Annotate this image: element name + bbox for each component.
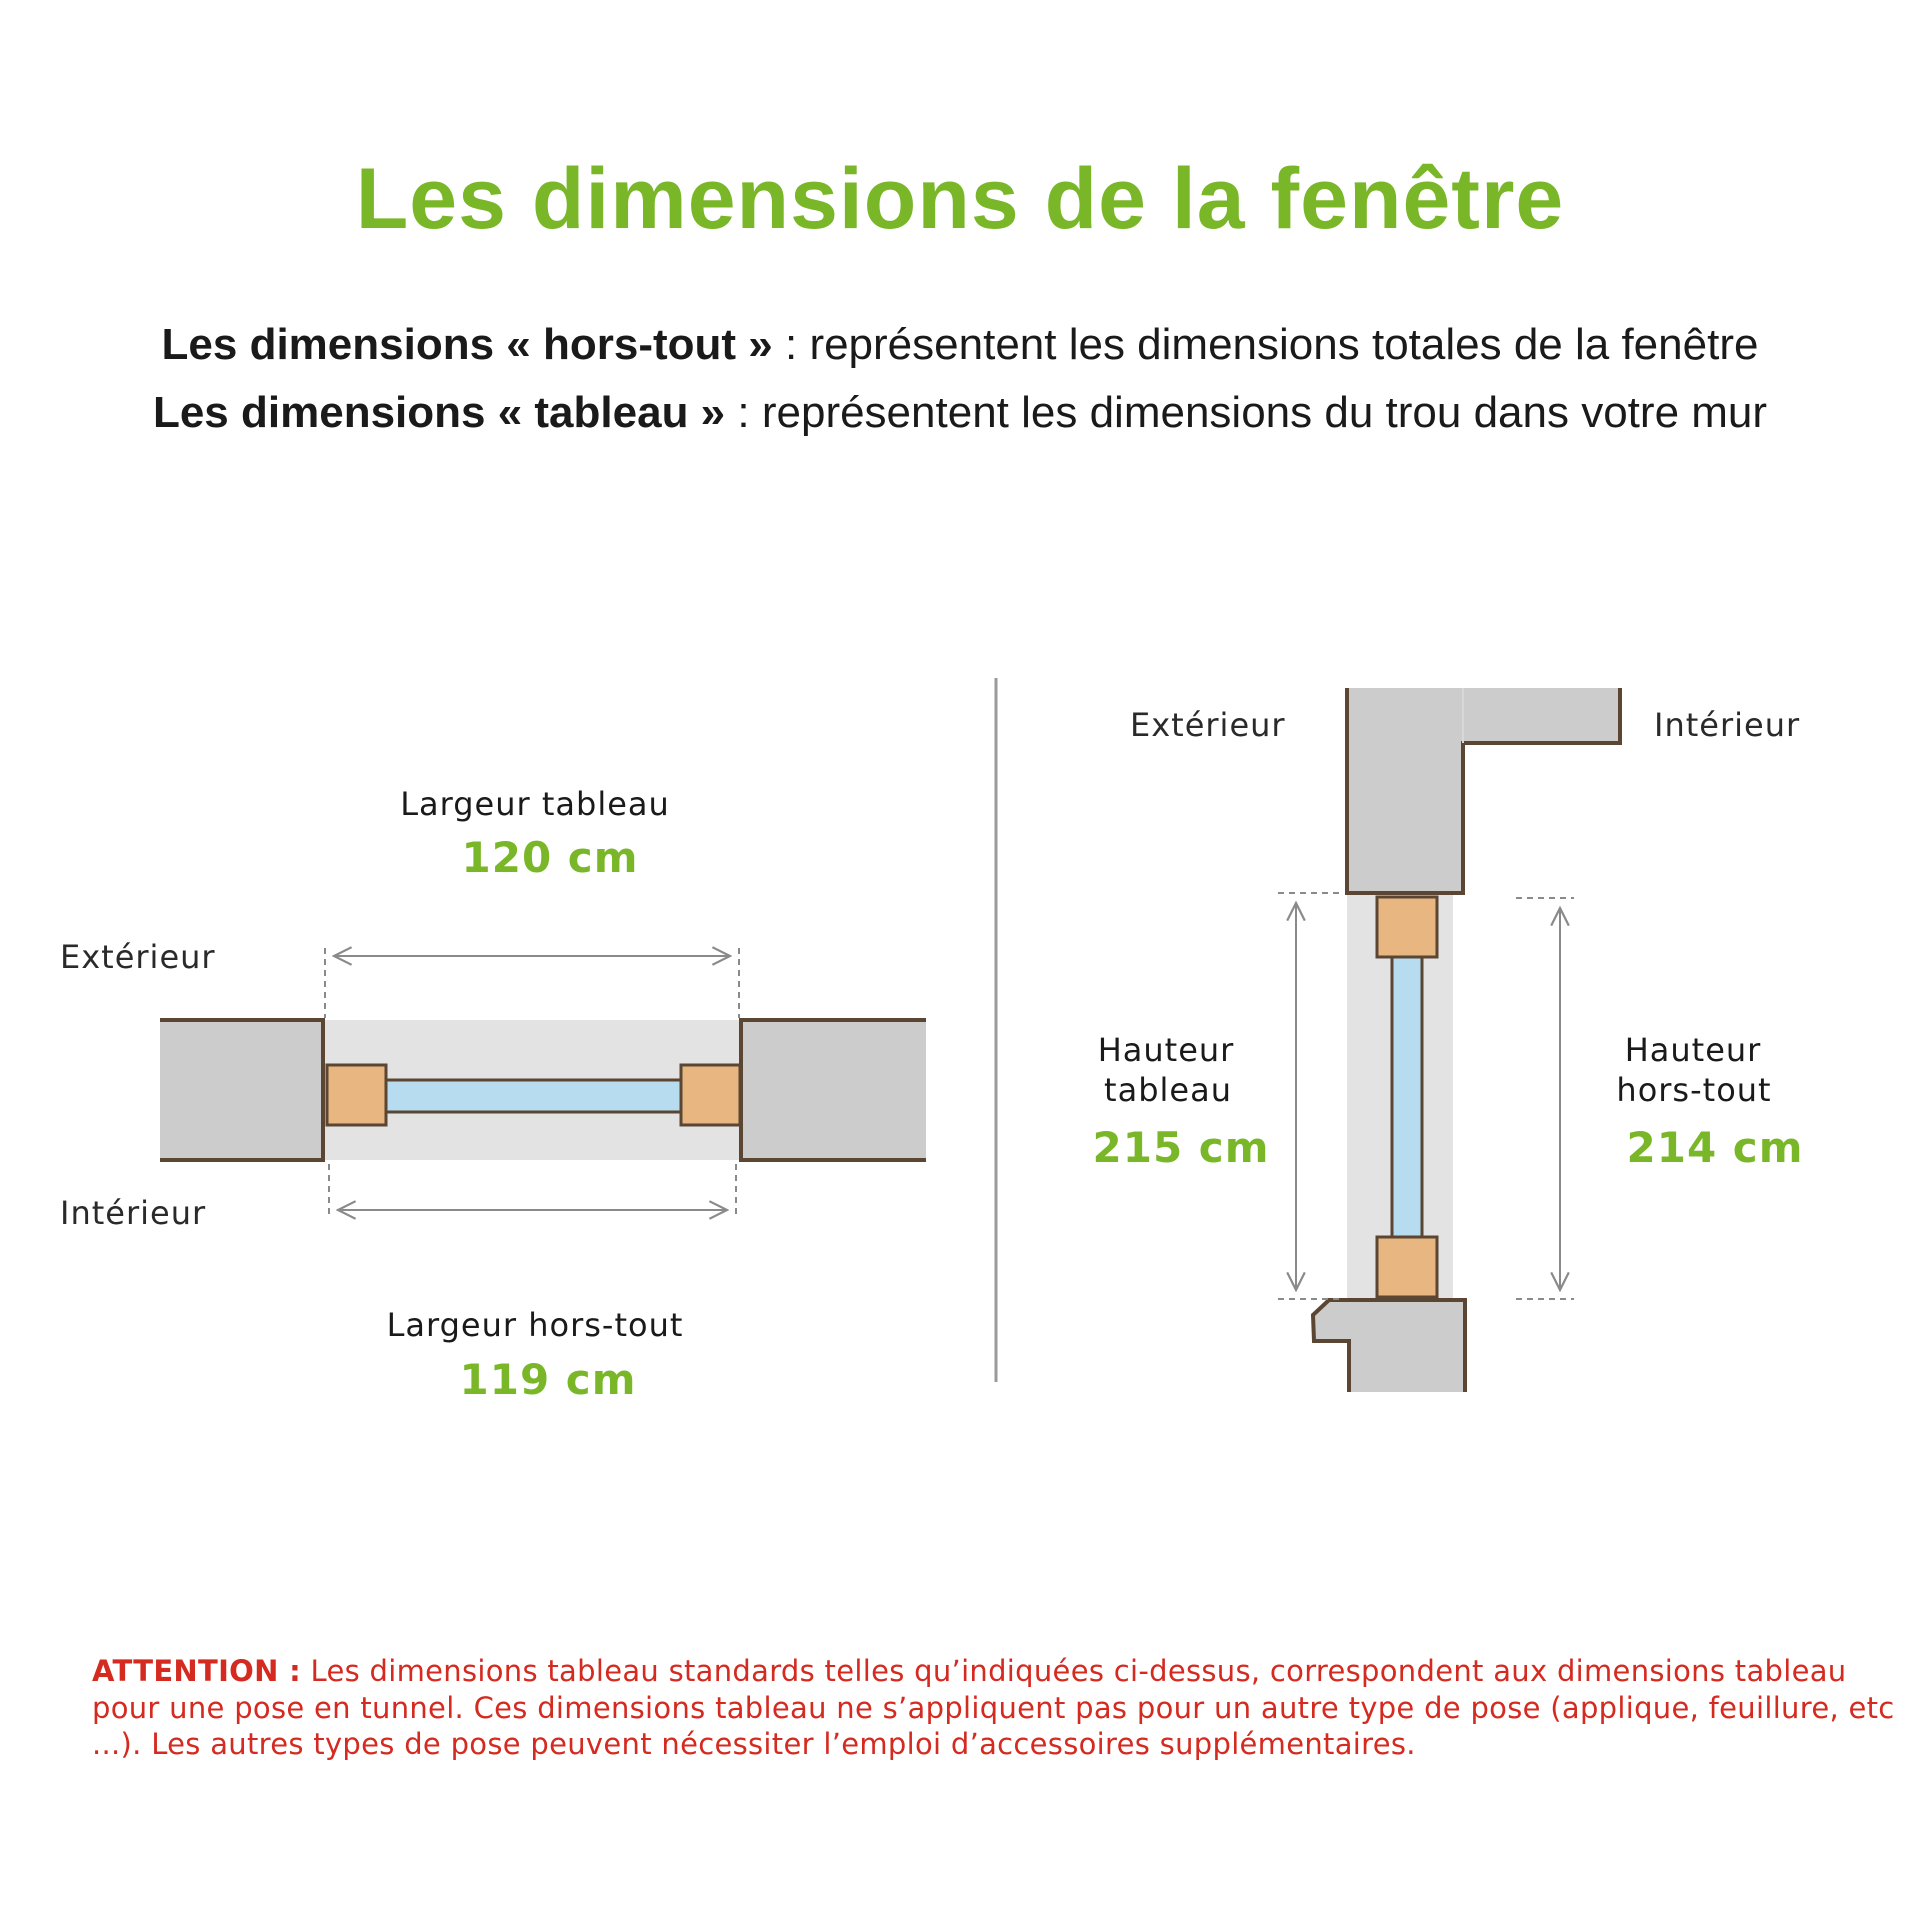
definition-term: Les dimensions « hors-tout » bbox=[161, 320, 773, 369]
hauteur-hors-tout-label-line2: hors-tout bbox=[1616, 1071, 1772, 1109]
attention-text: Les dimensions tableau standards telles qu’indiquées ci-dessus, correspondent aux dimensions tableau pour une pose en tunnel. Ces dimensions tableau ne s’appliquent pas pour un autre type de pose (applique, feuillure, etc ...). Les autres types de pose peuvent nécessiter l’emploi d’accessoires supplémentaires. bbox=[92, 1654, 1895, 1761]
largeur-tableau-value: 120 cm bbox=[461, 833, 639, 882]
height-diagram bbox=[1093, 688, 1804, 1392]
interior-label: Intérieur bbox=[1654, 706, 1801, 744]
left-wall bbox=[160, 1020, 323, 1160]
window-frame-bottom bbox=[1377, 1237, 1437, 1297]
page-title: Les dimensions de la fenêtre bbox=[355, 151, 1565, 247]
definition-separator: : bbox=[772, 320, 810, 369]
window-frame-right bbox=[681, 1065, 740, 1125]
attention-prefix: ATTENTION : bbox=[92, 1654, 301, 1688]
exterior-label: Extérieur bbox=[60, 938, 216, 976]
hauteur-tableau-label-line2: tableau bbox=[1104, 1071, 1232, 1109]
window-frame-top bbox=[1377, 897, 1437, 957]
definition-separator: : bbox=[725, 388, 762, 437]
exterior-label: Extérieur bbox=[1130, 706, 1286, 744]
largeur-tableau-label: Largeur tableau bbox=[400, 785, 670, 823]
window-frame-left bbox=[327, 1065, 386, 1125]
hauteur-tableau-label-line1: Hauteur bbox=[1097, 1031, 1235, 1069]
hauteur-hors-tout-value: 214 cm bbox=[1626, 1123, 1804, 1172]
attention-note bbox=[92, 1653, 1902, 1763]
definition-text: représentent les dimensions totales de la fenêtre bbox=[809, 320, 1759, 369]
definition-text: représentent les dimensions du trou dans votre mur bbox=[761, 388, 1768, 437]
top-wall-lintel bbox=[1347, 688, 1620, 893]
definition-term: Les dimensions « tableau » bbox=[152, 388, 726, 437]
glass-pane bbox=[385, 1080, 682, 1112]
right-wall bbox=[741, 1020, 926, 1160]
largeur-hors-tout-label: Largeur hors-tout bbox=[386, 1306, 684, 1344]
width-diagram bbox=[60, 785, 926, 1404]
hauteur-hors-tout-label-line1: Hauteur bbox=[1624, 1031, 1762, 1069]
glass-pane bbox=[1392, 953, 1422, 1241]
hauteur-tableau-value: 215 cm bbox=[1092, 1123, 1270, 1172]
bottom-wall-sill bbox=[1313, 1300, 1465, 1392]
largeur-hors-tout-value: 119 cm bbox=[459, 1355, 637, 1404]
interior-label: Intérieur bbox=[60, 1194, 207, 1232]
